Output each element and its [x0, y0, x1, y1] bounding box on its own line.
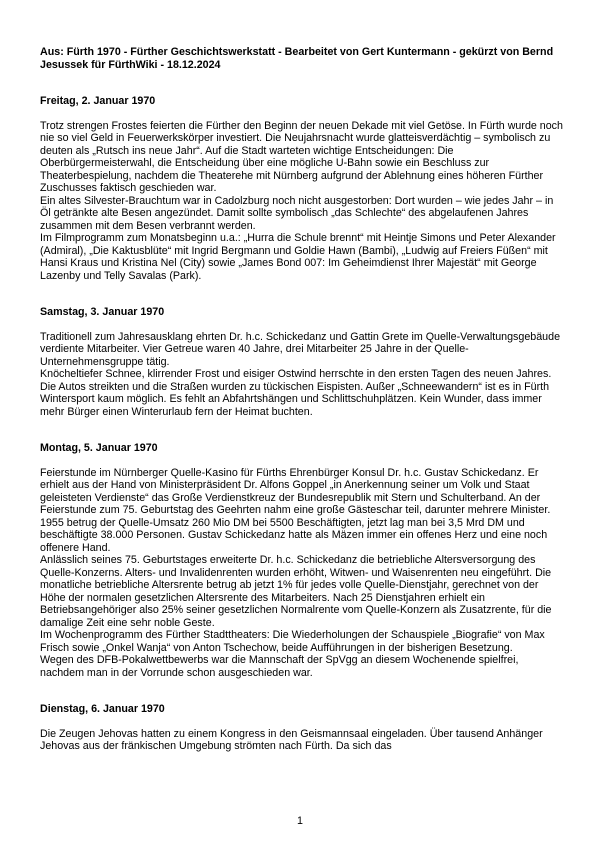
- section-heading: Montag, 5. Januar 1970: [40, 442, 158, 454]
- document-header: Aus: Fürth 1970 - Fürther Geschichtswerkstatt - Bearbeitet von Gert Kuntermann - gekürzt von Bernd Jesussek für FürthWiki - 18.12.2024: [40, 46, 554, 71]
- body-paragraph: Knöcheltiefer Schnee, klirrender Frost und eisiger Ostwind herrschte in den ersten Tagen des neuen Jahres. Die Autos streikten und die Straßen wurden zu tückischen Eispisten. Außer „Schneewandern“ ist es in Fürth Wintersport kaum möglich. Es fehlt an Abfahrtshängen und Schlittschuhplätzen. Kein Wunder, dass immer mehr Bürger einen Winterurlaub fern der Heimat buchten.: [40, 368, 552, 418]
- document-content: [40, 46, 564, 753]
- section-heading: Samstag, 3. Januar 1970: [40, 306, 165, 318]
- body-paragraph: Im Wochenprogramm des Fürther Stadttheaters: Die Wiederholungen der Schauspiele „Biografie“ von Max Frisch sowie „Onkel Wanja“ von Anton Tschechow, beide Aufführungen in der bisherigen Besetzung.: [40, 629, 545, 654]
- body-paragraph: Traditionell zum Jahresausklang ehrten Dr. h.c. Schickedanz und Gattin Grete im Quelle-Verwaltungsgebäude verdiente Mitarbeiter. Vier Getreue waren 40 Jahre, drei Mitarbeiter 25 Jahre in der Quelle-Unternehmensgruppe tätig.: [40, 330, 561, 368]
- section-heading: Freitag, 2. Januar 1970: [40, 95, 156, 107]
- body-paragraph: Trotz strengen Frostes feierten die Fürther den Beginn der neuen Dekade mit viel Getöse. In Fürth wurde noch nie so viel Geld in Feuerwerkskörper investiert. Die Neujahrsnacht wurde glatteisverdächtig – symbolisch zu deuten als „Rutsch ins neue Jahr“. Auf die Stadt warteten wichtige Entscheidungen: Die Oberbürgermeisterwahl, die Entscheidung über eine mögliche U-Bahn sowie ein Beschluss zur Theaterbespielung, nachdem die Theaterehe mit Nürnberg aufgrund der Ablehnung eines höheren Fürther Zuschusses faktisch geschieden war.: [40, 119, 563, 194]
- body-paragraph: Die Zeugen Jehovas hatten zu einem Kongress in den Geismannsaal eingeladen. Über tausend Anhänger Jehovas aus der fränkischen Umgebung strömten nach Fürth. Da sich das: [40, 727, 543, 752]
- body-paragraph: Wegen des DFB-Pokalwettbewerbs war die Mannschaft der SpVgg an diesem Wochenende spielfrei, nachdem man in der Vorrunde schon ausgeschieden war.: [40, 654, 519, 679]
- body-paragraph: Im Filmprogramm zum Monatsbeginn u.a.: „Hurra die Schule brennt“ mit Heintje Simons und Peter Alexander (Admiral), „Die Kaktusblüte“ mit Ingrid Bergmann und Goldie Hawn (Bambi), „Ludwig auf Freiers Füßen“ mit Hansi Kraus und Kristina Nel (City) sowie „James Bond 007: Im Geheimdienst Ihrer Majestät“ mit George Lazenby und Telly Savalas (Park).: [40, 232, 556, 282]
- page-number: 1: [297, 814, 303, 827]
- body-paragraph: Anlässlich seines 75. Geburtstages erweiterte Dr. h.c. Schickedanz die betriebliche Altersversorgung des Quelle-Konzerns. Alters- und Invalidenrenten wurden erhöht, Witwen- und Waisenrenten neu eingeführt. Die monatliche betriebliche Altersrente betrug ab jetzt 1% für jedes volle Quelle-Dienstjahr, gerechnet von der Höhe der normalen gesetzlichen Altersrente des Mitarbeiters. Nach 25 Dienstjahren erhielt ein Betriebsangehöriger also 25% seiner gesetzlichen Normalrente vom Quelle-Konzern als Zusatzrente, für die damalige Zeit eine sehr noble Geste.: [40, 554, 552, 629]
- section-heading: Dienstag, 6. Januar 1970: [40, 703, 165, 715]
- body-paragraph: Feierstunde im Nürnberger Quelle-Kasino für Fürths Ehrenbürger Konsul Dr. h.c. Gustav Schickedanz. Er erhielt aus der Hand von Ministerpräsident Dr. Alfons Goppel „in Anerkennung seiner um Volk und Staat geleisteten Verdienste“ das Große Verdienstkreuz der Bundesrepublik mit Stern und Schulterband. An der Feierstunde zum 75. Geburtstag des Geehrten nahm eine große Gästeschar teil, darunter mehrere Minister. 1955 betrug der Quelle-Umsatz 260 Mio DM bei 5500 Beschäftigten, jetzt lag man bei 3,5 Mrd DM und beschäftigte 38.000 Personen. Gustav Schickedanz hatte als Mäzen immer ein offenes Herz und eine noch offenere Hand.: [40, 466, 551, 554]
- sections-container: [40, 95, 564, 753]
- body-paragraph: Ein altes Silvester-Brauchtum war in Cadolzburg noch nicht ausgestorben: Dort wurden – wie jedes Jahr – in Öl getränkte alte Besen angezündet. Damit sollte symbolisch „das Schlechte“ des abgelaufenen Jahres zusammen mit dem Besen verbrannt werden.: [40, 194, 554, 232]
